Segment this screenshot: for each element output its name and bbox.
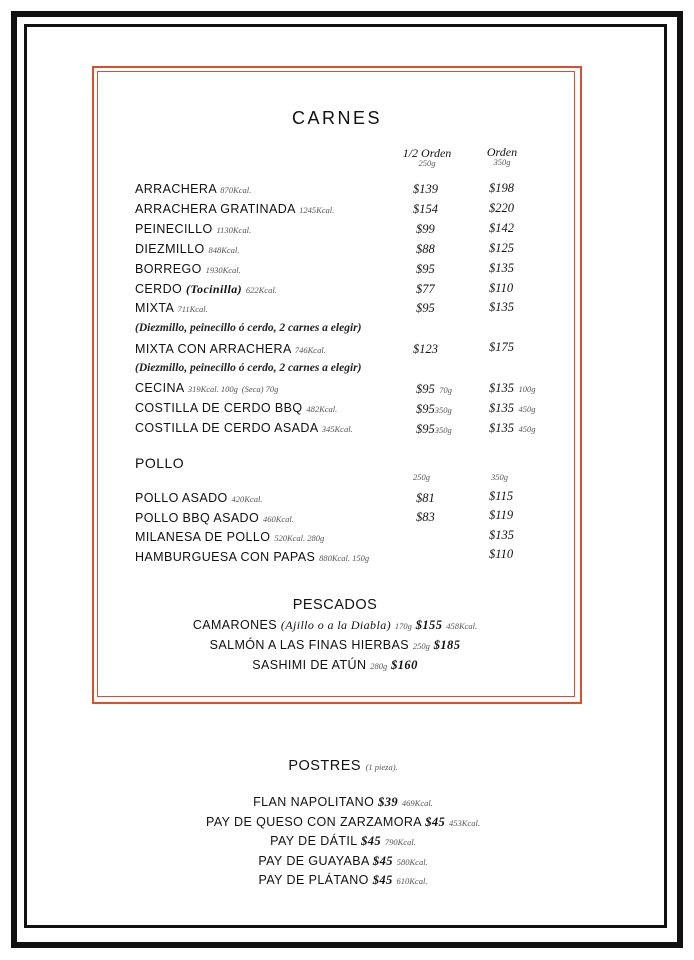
pollo-weight-half: 250g xyxy=(413,472,430,482)
full-price: $110 xyxy=(489,547,514,561)
full-price: $110 xyxy=(489,281,514,295)
menu-item: MIXTA 711Kcal. xyxy=(135,301,208,315)
half-order-label: 1/2 Orden xyxy=(402,146,452,160)
half-price: $95 xyxy=(416,262,435,276)
menu-item: DIEZMILLO 848Kcal. xyxy=(135,242,240,256)
menu-item: BORREGO 1930Kcal. xyxy=(135,262,241,276)
menu-item: HAMBURGUESA CON PAPAS 880Kcal. 150g xyxy=(135,550,370,564)
full-price: $115 xyxy=(489,489,514,503)
full-price: $142 xyxy=(489,221,514,235)
pollo-weight-full: 350g xyxy=(491,472,508,482)
half-price: $77 xyxy=(416,282,435,296)
menu-item: SALMÓN A LAS FINAS HIERBAS 250g $185 xyxy=(209,638,461,652)
menu-item: PAY DE QUESO CON ZARZAMORA $45 453Kcal. xyxy=(206,815,480,829)
half-order-weight: 250g xyxy=(418,158,436,168)
full-price: $125 xyxy=(489,241,514,255)
half-price: $123 xyxy=(413,342,438,356)
half-price: $88 xyxy=(416,242,435,256)
half-price: $95 70g xyxy=(416,382,452,396)
full-price: $198 xyxy=(489,181,514,195)
pollo-title: POLLO xyxy=(135,455,185,471)
menu-item: SASHIMI DE ATÚN 280g $160 xyxy=(252,658,418,672)
menu-item: FLAN NAPOLITANO $39 469Kcal. xyxy=(253,795,433,809)
mixta-arrachera-note: (Diezmillo, peinecillo ó cerdo, 2 carnes a elegir) xyxy=(135,362,362,374)
menu-item: PEINECILLO 1130Kcal. xyxy=(135,222,252,236)
full-price: $135 xyxy=(489,261,514,275)
half-price: $95350g xyxy=(416,422,452,436)
half-price: $139 xyxy=(413,182,438,196)
order-label: Orden xyxy=(486,145,518,159)
half-price: $83 xyxy=(416,510,435,524)
order-weight: 350g xyxy=(493,157,511,167)
menu-item: PAY DE PLÁTANO $45 610Kcal. xyxy=(258,873,428,887)
menu-item: POLLO ASADO 420Kcal. xyxy=(135,491,263,505)
pescados-title: PESCADOS xyxy=(292,597,378,613)
mixta-note: (Diezmillo, peinecillo ó cerdo, 2 carnes a elegir) xyxy=(135,322,362,334)
full-price: $135 xyxy=(489,528,514,542)
menu-item: COSTILLA DE CERDO ASADA 345Kcal. xyxy=(135,421,353,435)
menu-item: PAY DE DÁTIL $45 790Kcal. xyxy=(270,834,416,848)
full-price: $135 100g xyxy=(489,381,536,395)
half-price: $81 xyxy=(416,491,435,505)
menu-item: ARRACHERA 870Kcal. xyxy=(135,182,252,196)
menu-item: CECINA 319Kcal. 100g (Seca) 70g xyxy=(135,381,279,395)
menu-item: POLLO BBQ ASADO 460Kcal. xyxy=(135,511,294,525)
full-price: $175 xyxy=(489,340,514,354)
menu-item: MILANESA DE POLLO 520Kcal. 280g xyxy=(135,530,325,544)
menu-item: CERDO (Tocinilla) 622Kcal. xyxy=(135,282,277,296)
full-price: $220 xyxy=(489,201,514,215)
full-price: $135 450g xyxy=(489,401,536,415)
menu-item: PAY DE GUAYABA $45 580Kcal. xyxy=(258,854,428,868)
postres-header: POSTRES (1 pieza). xyxy=(288,758,398,774)
menu-item: CAMARONES (Ajillo o a la Diabla) 170g $155 458Kcal. xyxy=(192,618,478,632)
half-price: $154 xyxy=(413,202,438,216)
full-price: $135 450g xyxy=(489,421,536,435)
full-price: $135 xyxy=(489,300,514,314)
menu-item: COSTILLA DE CERDO BBQ 482Kcal. xyxy=(135,401,338,415)
half-price: $95 xyxy=(416,301,435,315)
full-price: $119 xyxy=(489,508,514,522)
menu-item: ARRACHERA GRATINADA 1245Kcal. xyxy=(135,202,335,216)
half-price: $95350g xyxy=(416,402,452,416)
menu-item: MIXTA CON ARRACHERA 746Kcal. xyxy=(135,342,326,356)
carnes-title: CARNES xyxy=(292,108,383,128)
half-price: $99 xyxy=(416,222,435,236)
